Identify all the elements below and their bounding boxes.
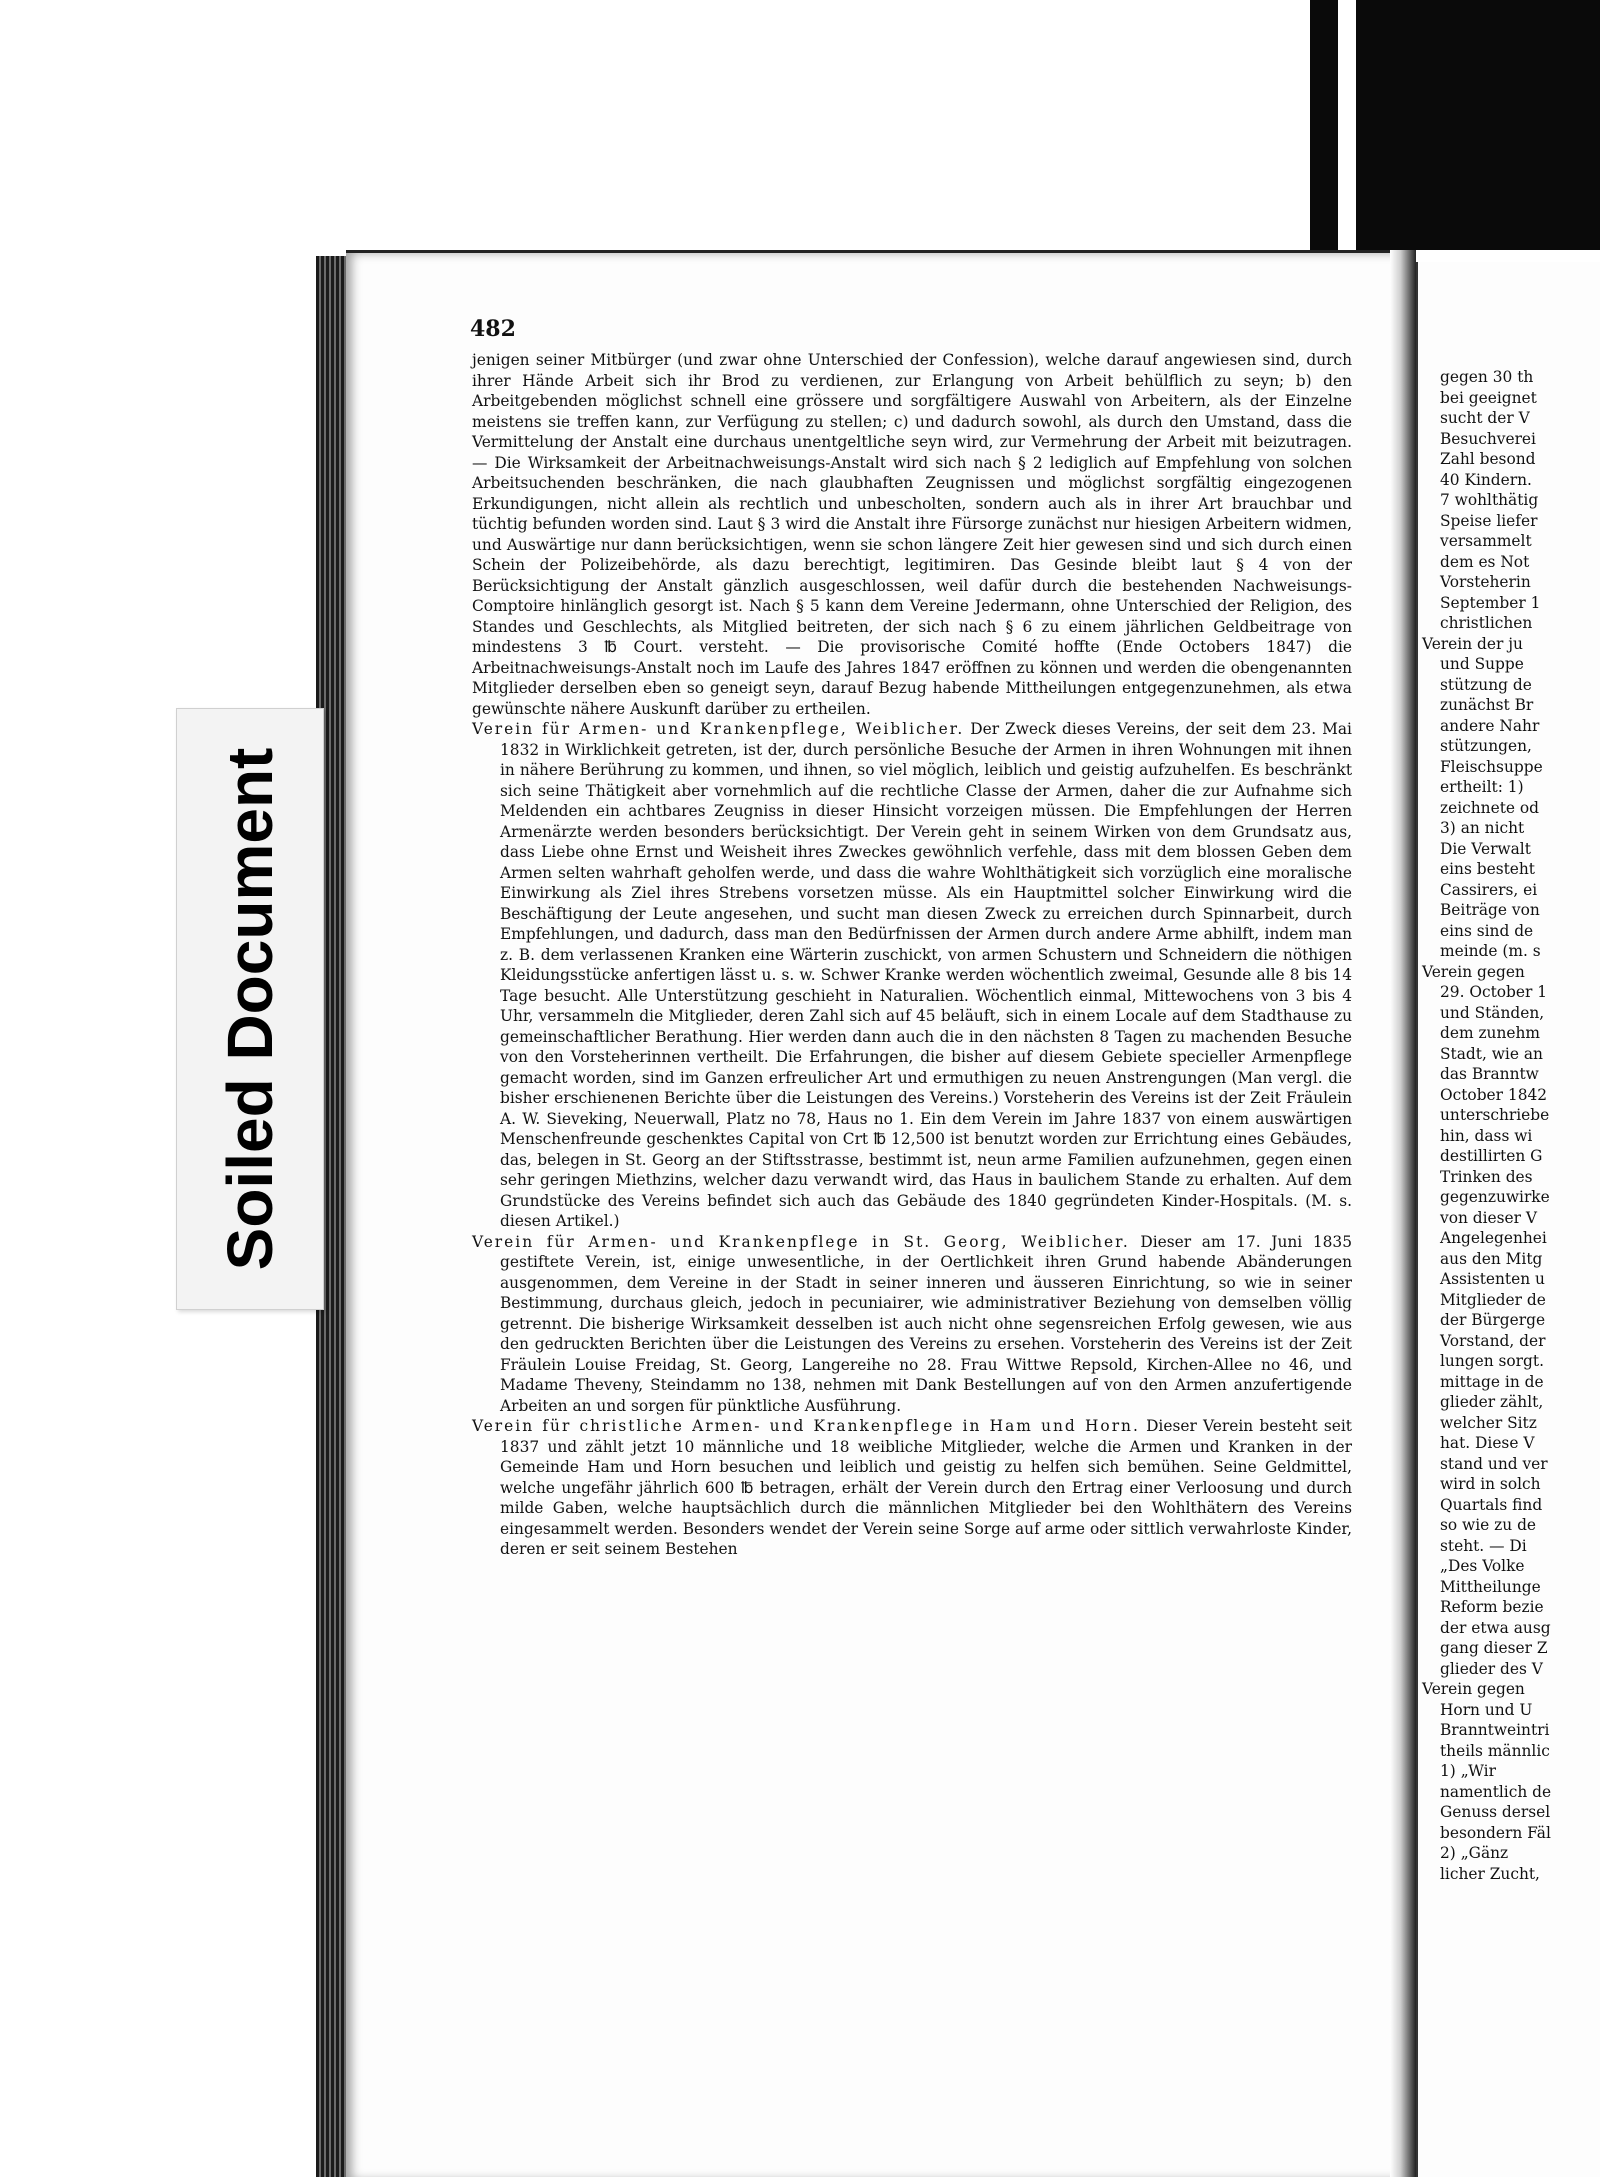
entry-st-georg xyxy=(472,1232,1352,1417)
stamp-label: Soiled Document xyxy=(214,747,286,1271)
right-page-line: zeichnete od xyxy=(1440,798,1539,817)
right-page-line: Vorsteherin xyxy=(1440,573,1531,591)
right-page-line: stand und ver xyxy=(1440,1454,1548,1473)
right-page-line: Cassirers, ei xyxy=(1440,880,1538,899)
right-page-line: stützung de xyxy=(1440,675,1532,694)
entry-text: Dieser am 17. Juni 1835 gestiftete Verein, ist, einige unwesentliche, in der Oertlichkeit ihren Grund habende Abänderungen ausgenommen, dem Vereine in der Stadt in seiner inneren und äusseren Einrichtung, so wie in seiner Bestimmung, durchaus gleich, jedoch in pecuniairer, wie administrativer Beziehung von demselben völlig getrennt. Die bisherige Wirksamkeit desselben ist auch nicht ohne segensreichen Erfolg gewesen, wie aus den gedruckten Berichten über die Leistungen des Vereins zu ersehen. Vorsteherin des Vereins ist der Zeit Fräulein Louise Freidag, St. Georg, Langereihe no 28. Frau Wittwe Repsold, Kirchen-Allee no 46, und Madame Theveny, Steindamm no 138, nehmen mit Dank Bestellungen auf von den Armen anzufertigende Arbeiten an und sorgen für pünktliche Ausführung. xyxy=(500,1232,1353,1415)
right-page-line: gang dieser Z xyxy=(1440,1639,1548,1657)
right-page-line: Genuss dersel xyxy=(1440,1803,1551,1821)
right-page-line: 29. October 1 xyxy=(1440,983,1548,1001)
right-page-line: Horn und U xyxy=(1440,1700,1533,1719)
right-page-line: Beiträge von xyxy=(1440,901,1540,919)
entry-text: Dieser Verein besteht seit 1837 und zählt jetzt 10 männliche und 18 weibliche Mitglieder, welche die Armen und Kranken in der Gemeinde Ham und Horn besuchen und leiblich und geistig zu helfen sich bemühen. Seine Geldmittel, welche ungefähr jährlich 600 ℔ betragen, erhält der Verein durch den Ertrag einer Verloosung und durch milde Gaben, welche hauptsächlich durch die männlichen Mitglieder bei den Wohlthätern des Vereins eingesammelt werden. Besonders wendet der Verein seine Sorge auf arme oder sittlich verwahrloste Kinder, deren er seit seinem Bestehen xyxy=(500,1417,1352,1558)
right-page-line: bei geeignet xyxy=(1440,388,1537,407)
right-page-line: Angelegenhei xyxy=(1440,1229,1547,1247)
right-page-line: 40 Kindern. xyxy=(1440,470,1532,489)
right-page-line: „Des Volke xyxy=(1440,1557,1525,1575)
right-page-line: zunächst Br xyxy=(1440,696,1534,714)
right-page-line: glieder zählt, xyxy=(1440,1393,1544,1411)
entry-weiblicher xyxy=(472,719,1352,1232)
right-page-line: 3) an nicht xyxy=(1440,819,1525,837)
right-page-line: unterschriebe xyxy=(1440,1106,1550,1124)
right-page-line: so wie zu de xyxy=(1440,1516,1537,1534)
right-page-line: Reform bezie xyxy=(1440,1598,1544,1616)
right-page-line: versammelt xyxy=(1440,532,1532,550)
right-page-line: September 1 xyxy=(1440,593,1541,612)
right-page-line: Trinken des xyxy=(1440,1167,1533,1186)
right-page-line: und Ständen, xyxy=(1440,1003,1545,1022)
right-page-line: Besuchverei xyxy=(1440,429,1536,448)
right-page-line: eins besteht xyxy=(1440,860,1535,878)
entry-title: Verein für Armen- und Krankenpflege, Weiblicher. xyxy=(472,720,965,738)
right-page-line: gegen 30 th xyxy=(1440,368,1534,386)
right-page-line: christlichen xyxy=(1440,614,1533,632)
right-page-line: 2) „Gänz xyxy=(1440,1844,1509,1862)
right-page-line: von dieser V xyxy=(1440,1208,1538,1227)
right-page-line: Quartals find xyxy=(1440,1495,1543,1514)
right-page-line: glieder des V xyxy=(1440,1659,1543,1678)
right-page-line: lungen sorgt. xyxy=(1440,1352,1544,1370)
right-page-line: gegenzuwirke xyxy=(1440,1188,1550,1206)
right-page-line: hin, dass wi xyxy=(1440,1126,1533,1145)
right-page-line: mittage in de xyxy=(1440,1372,1544,1391)
right-page-line: besondern Fäl xyxy=(1440,1823,1551,1842)
right-page-line: Assistenten u xyxy=(1440,1270,1545,1288)
right-page-line: 7 wohlthätig xyxy=(1440,491,1539,509)
right-page-line: wird in solch xyxy=(1440,1475,1541,1493)
right-page-line: October 1842 xyxy=(1440,1085,1548,1104)
entry-title: Verein für christliche Armen- und Krankenpflege in Ham und Horn. xyxy=(472,1417,1140,1435)
right-page-line: meinde (m. s xyxy=(1440,942,1541,960)
right-page-line: Speise liefer xyxy=(1440,511,1538,530)
right-page-line: welcher Sitz xyxy=(1440,1413,1537,1432)
right-page-line: andere Nahr xyxy=(1440,716,1540,735)
right-page-line: stützungen, xyxy=(1440,737,1532,755)
right-page-line: das Branntw xyxy=(1440,1065,1539,1083)
right-page-line: dem es Not xyxy=(1440,552,1530,571)
right-page-line: aus den Mitg xyxy=(1440,1249,1543,1268)
right-page-line: Verein der ju xyxy=(1422,634,1523,653)
page-number: 482 xyxy=(470,316,516,342)
right-page-line: Fleischsuppe xyxy=(1440,757,1543,776)
soiled-document-stamp xyxy=(176,708,324,1310)
entry-text: Der Zweck dieses Vereins, der seit dem 23. Mai 1832 in Wirklichkeit getreten, ist der, durch persönliche Besuche der Armen in ihren Wohnungen mit ihnen in nähere Berührung zu kommen, und ihnen, so viel möglich, leiblich und geistig aufzuhelfen. Es beschränkt sich seine Thätigkeit aber vornehmlich auf die rechtliche Classe der Armen, daher die zur Aufnahme sich Meldenden ein achtbares Zeugniss in dieser Hinsicht vorzeigen müssen. Die Empfehlungen der Herren Armenärzte werden besonders berücksichtigt. Der Verein geht in seinem Wirken von dem Grundsatz aus, dass Liebe ohne Ernst und Weisheit ihres Zweckes gewöhnlich verfehle, dass mit dem blossen Geben dem Armen selten wahrhaft geholfen werde, und dass die wahre Wohlthätigkeit sich vorzüglich eine moralische Einwirkung als Ziel ihres Strebens vorsetzen müsse. Als ein Hauptmittel solcher Einwirkung wird die Beschäftigung der Leute angesehen, und sucht man diesen Zweck zu erreichen durch Spinnarbeit, durch Empfehlungen, und dadurch, dass man den Bedürfnissen der Armen durch andere Arme abhilft, indem man z. B. dem verlassenen Kranken eine Wärterin zuschickt, von armen Schustern und Schneidern die nöthigen Kleidungsstücke anfertigen lässt u. s. w. Schwer Kranke werden wöchentlich zweimal, Gesunde alle 8 bis 14 Tage besucht. Alle Unterstützung geschieht in Naturalien. Wöchentlich einmal, Mittewochens von 3 bis 4 Uhr, versammeln die Mitglieder, deren Zahl sich auf 45 beläuft, sich in einem Locale auf dem Stadthause zu gemeinschaftlicher Berathung. Hier werden dann auch die in den nächsten 8 Tagen zu machenden Besuche von den Vorsteherinnen vertheilt. Die Erfahrungen, die bisher auf diesem Gebiete specieller Armenpflege gemacht worden, sind im Ganzen erfreulicher Art und ermuthigen zu neuen Anstrengungen (Man vergl. die bisher erschienenen Berichte über die Leistungen des Vereins.) Vorsteherin des Vereins ist der Zeit Fräulein A. W. Sieveking, Neuerwall, Platz no 78, Haus no 1. Ein dem Verein im Jahre 1837 von einem auswärtigen Menschenfreunde geschenktes Capital von Crt ℔ 12,500 ist benutzt worden zur Errichtung eines Gebäudes, das, belegen in St. Georg an der Stiftsstrasse, bestimmt ist, neun arme Familien aufzunehmen, gegen einen sehr geringen Miethzins, welcher dazu verwandt wird, das Haus in baulichem Stande zu erhalten. Auf dem Grundstücke des Vereins befindet sich auch das Gebäude des 1840 gegründeten Kinder-Hospitals. (M. s. diesen Artikel.) xyxy=(500,720,1352,1230)
right-page-line: Zahl besond xyxy=(1440,450,1536,468)
right-page-line: ertheilt: 1) xyxy=(1440,778,1524,796)
right-page-line: Verein gegen xyxy=(1422,962,1525,981)
entry-ham-horn xyxy=(472,1416,1352,1560)
right-page-line: Mittheilunge xyxy=(1440,1577,1541,1596)
right-page-line: licher Zucht, xyxy=(1440,1864,1540,1883)
dark-scan-strip xyxy=(1310,0,1600,250)
right-page-line: eins sind de xyxy=(1440,921,1534,940)
right-page-line: theils männlic xyxy=(1440,1741,1550,1760)
right-page-line: sucht der V xyxy=(1440,409,1530,427)
right-page-line: Branntweintri xyxy=(1440,1721,1550,1739)
right-page-line: hat. Diese V xyxy=(1440,1434,1535,1452)
right-page-line: der etwa ausg xyxy=(1440,1618,1551,1637)
right-page xyxy=(1416,262,1600,2177)
right-page-line: Verein gegen xyxy=(1422,1680,1525,1698)
right-page-line: steht. — Di xyxy=(1440,1536,1527,1555)
right-page-line: Stadt, wie an xyxy=(1440,1044,1543,1063)
right-page-line: destillirten G xyxy=(1440,1147,1543,1165)
right-page-text xyxy=(1422,367,1600,1884)
right-page-line: Mitglieder de xyxy=(1440,1290,1546,1309)
entry-title: Verein für Armen- und Krankenpflege in St. Georg, Weiblicher. xyxy=(472,1232,1130,1251)
right-page-line: Vorstand, der xyxy=(1440,1331,1546,1350)
paragraph-intro: jenigen seiner Mitbürger (und zwar ohne Unterschied der Confession), welche darauf angewiesen sind, durch ihrer Hände Arbeit sich ihr Brod zu verdienen, zur Erlangung von Arbeit behülflich zu seyn; b) den Arbeitgebenden möglichst schnell eine grössere und sorgfältigere Auswahl von Arbeitern, als der Einzelne meistens sie treffen kann, zur Verfügung zu stellen; c) und dadurch sowohl, als durch den Umstand, dass die Vermittelung der Anstalt eine durchaus unentgeltliche seyn wird, zur Vermehrung der Arbeit mit beizutragen. — Die Wirksamkeit der Arbeitnachweisungs-Anstalt wird sich nach § 2 lediglich auf Empfehlung von solchen Arbeitsuchenden beschränken, die nach glaubhaften Zeugnissen und möglichst sorgfältig eingezogenen Erkundigungen, nicht allein als rechtlich und unbescholten, sondern auch als in ihrer Art brauchbar und tüchtig befunden worden sind. Laut § 3 wird die Anstalt ihre Fürsorge zunächst nur hiesigen Arbeitern widmen, und Auswärtige nur dann berücksichtigen, wenn sie schon längere Zeit hier gewesen sind und sich durch einen Schein der Polizeibehörde, als dazu berechtigt, legitimiren. Das Gesinde bleibt laut § 4 von der Berücksichtigung der Anstalt gänzlich ausgeschlossen, weil dafür durch die bestehenden Nachweisungs-Comptoire hinlänglich gesorgt ist. Nach § 5 kann dem Vereine Jedermann, ohne Unterschied der Religion, des Standes und Geschlechts, als Mitglied beitreten, der sich nach § 6 zu einem jährlichen Geldbeitrage von mindestens 3 ℔ Court. versteht. — Die provisorische Comité hoffte (Ende Octobers 1847) die Arbeitnachweisungs-Anstalt noch im Laufe des Jahres 1847 eröffnen zu können und werden die obengenannten Mitglieder derselben eben so geneigt seyn, darauf Bezug habende Mittheilungen entgegenzunehmen, als etwa gewünschte nähere Auskunft darüber zu ertheilen. xyxy=(472,351,1352,718)
right-page-line: 1) „Wir xyxy=(1440,1762,1496,1780)
right-page-line: Die Verwalt xyxy=(1440,839,1531,858)
main-text-column xyxy=(472,350,1352,1560)
right-page-line: dem zunehm xyxy=(1440,1024,1540,1042)
right-page-line: der Bürgerge xyxy=(1440,1311,1546,1329)
right-page-line: und Suppe xyxy=(1440,655,1524,673)
book-gutter xyxy=(1390,250,1416,2177)
right-page-line: namentlich de xyxy=(1440,1782,1552,1801)
